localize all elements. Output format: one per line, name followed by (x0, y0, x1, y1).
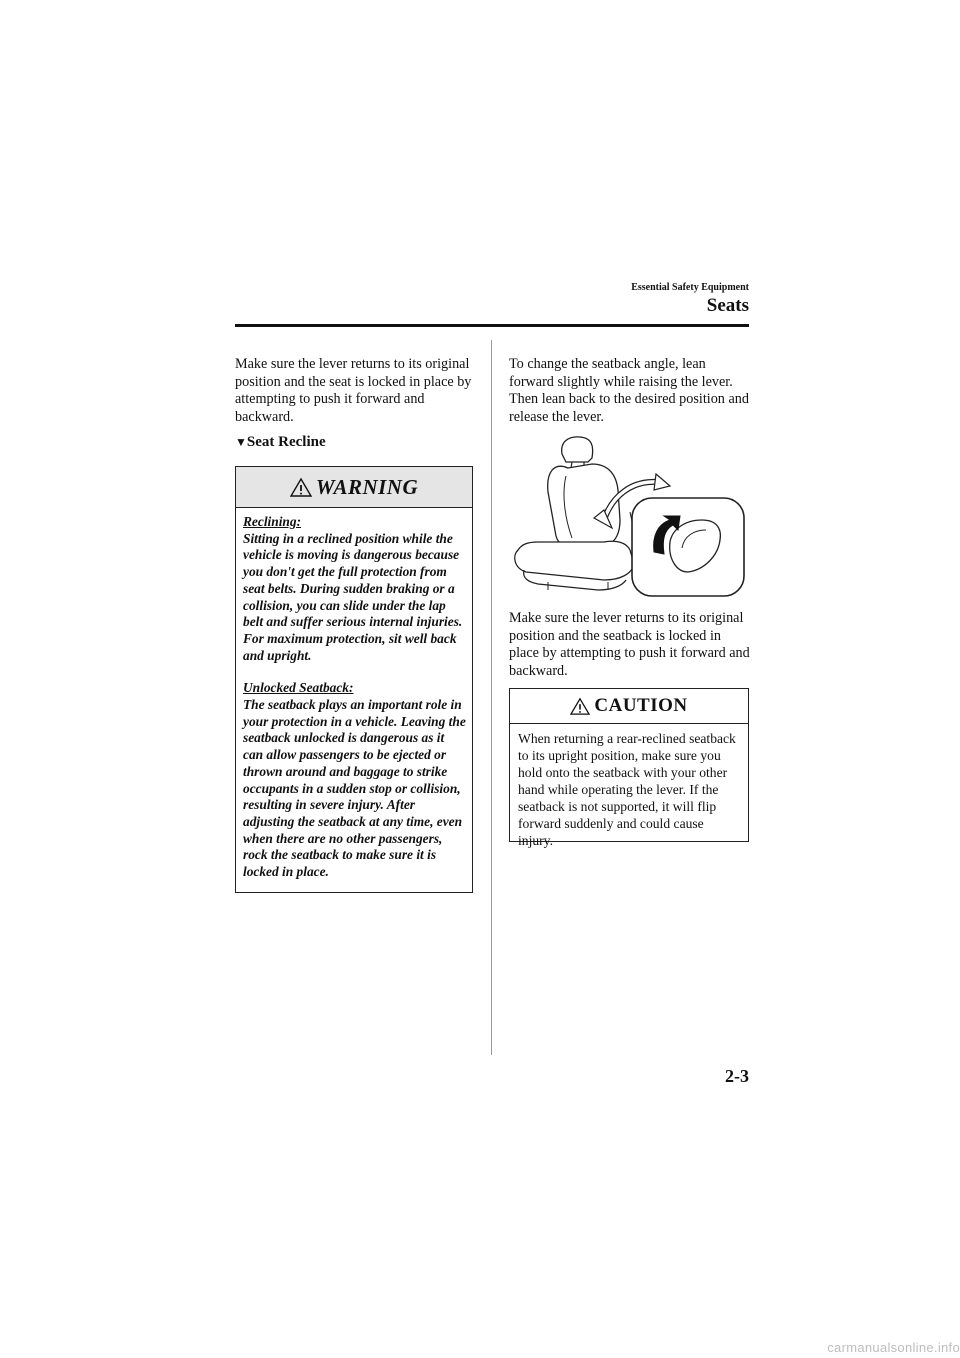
seat-recline-illustration (508, 432, 748, 600)
caution-title: CAUTION (594, 695, 688, 716)
section-heading (235, 434, 326, 451)
warning-triangle-icon (570, 697, 590, 715)
header-rule (235, 324, 749, 327)
recline-instructions: To change the seatback angle, lean forward slightly while raising the lever. Then lean back to the desired position and release the lever. (509, 356, 749, 425)
caution-body: When returning a rear-reclined seatback to its upright position, make sure you hold onto the seatback with your other hand while operating the lever. If the seatback is not supported, it will flip forward suddenly and could cause injury. (518, 731, 736, 848)
warning-body (236, 508, 472, 881)
warning-header (236, 467, 472, 508)
triangle-marker-icon: ▼ (235, 435, 247, 449)
caution-header (510, 689, 748, 724)
warning-text-reclining: Sitting in a reclined position while the vehicle is moving is dangerous because you don't get the full protection from seat belts. During sudden braking or a collision, you can slide under the lap belt and suffer serious internal injuries. For maximum protection, sit well back and upright. (243, 530, 463, 663)
warning-triangle-icon (290, 477, 312, 497)
warning-subtitle-unlocked: Unlocked Seatback: (243, 680, 354, 696)
warning-text-unlocked: The seatback plays an important role in your protection in a vehicle. Leaving the seatback unlocked is dangerous as it can allow passengers to be ejected or thrown around and baggage to strike occupants in a sudden stop or collision, resulting in severe injury. After adjusting the seatback at any time, even when there are no other passengers, rock the seatback to make sure it is locked in place. (243, 697, 466, 880)
footer-watermark[interactable]: carmanualsonline.info (827, 1340, 960, 1355)
lock-check-paragraph: Make sure the lever returns to its original position and the seatback is locked in place by attempting to push it forward and backward. (509, 610, 750, 679)
warning-subtitle-reclining: Reclining: (243, 514, 302, 529)
section-heading-text: Seat Recline (246, 434, 326, 450)
caution-box (509, 688, 749, 848)
warning-box (235, 466, 473, 893)
page-title: Seats (706, 295, 749, 316)
section-label: Essential Safety Equipment (631, 282, 749, 293)
intro-paragraph: Make sure the lever returns to its original position and the seat is locked in place by attempting to push it forward and backward. (235, 356, 472, 425)
warning-title: WARNING (315, 474, 419, 499)
column-divider (491, 340, 492, 1055)
page-number: 2-3 (725, 1066, 749, 1086)
